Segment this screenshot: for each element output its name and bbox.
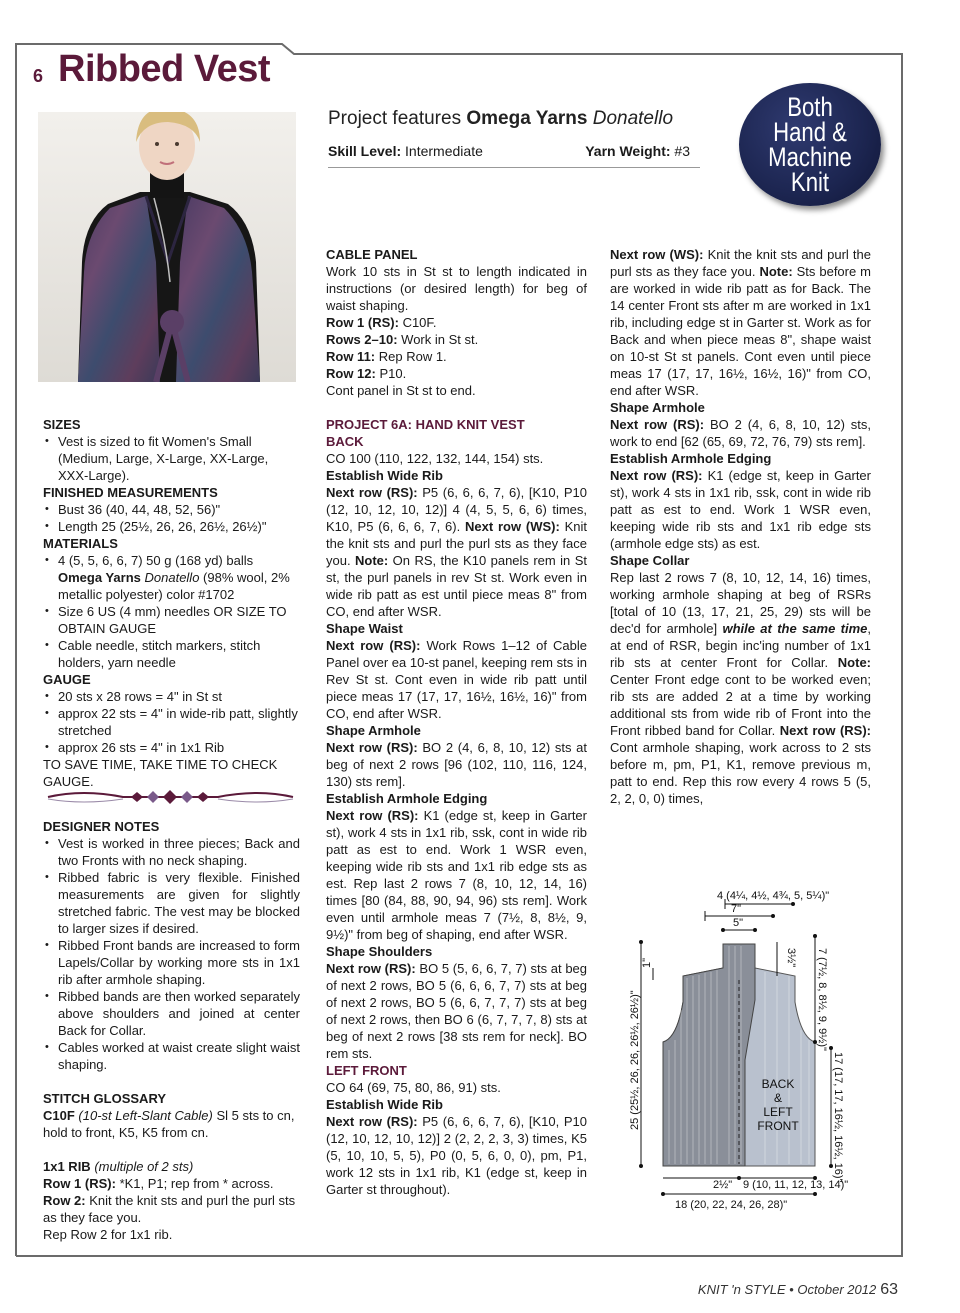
row-label: Next row (RS): [326,808,419,823]
page-number: 63 [880,1281,898,1298]
shape-armhole-heading: Shape Armhole [326,723,421,738]
glossary-c10f [43,1107,300,1141]
materials-brand: Omega Yarns [58,570,141,585]
cable-heading: CABLE PANEL [326,247,418,262]
designer-item: • Vest is worked in three pieces; Back and two Fronts with no neck shaping. [43,835,300,869]
armhole-edging-heading: Establish Armhole Edging [326,791,488,806]
glossary-text: Sl 5 sts to cn, hold to front, K5, K5 from cn. [43,1108,295,1140]
row-text: K1 (edge st, keep in Garter st), work 4 sts in 1x1 rib, ssk, cont in wide rib patt as est to end. Work 1 WSR even, keeping wide rib sts and 1x1 rib edge sts as est. Rep last 2 rows 7 (8, 10, 12, 14, 16) times [80 (84, 88, 90, 94, 96) sts rem]. Work even until armhole meas 7 (7½, 8, 8½, 9, 9½)" from beg of shaping, end after WSR. [326,808,587,942]
magazine-name: KNIT 'n STYLE [697,1282,786,1297]
left-front-co: CO 64 (69, 75, 80, 86, 91) sts. [326,1080,501,1095]
finished-item: • Bust 36 (40, 44, 48, 52, 56)" [43,501,300,518]
row-label: Next row (RS): [326,961,416,976]
header-divider [328,167,700,168]
note-text: Center Front edge cont to be worked even; rib sts are added 2 at a time by working additional sts from wide rib of Front into the Front ribbed band for Collar. [610,672,871,738]
cable-row [326,348,587,365]
column-right [610,246,871,807]
gauge-item: • approx 26 sts = 4" in 1x1 Rib [43,739,300,756]
materials-text: (98% wool, 2% metallic polyester) color #1702 [58,570,290,602]
wide-rib-heading: Establish Wide Rib [326,468,443,483]
lf-armhole-text [610,416,871,450]
row-text: Rep last 2 rows 7 (8, 10, 12, 14, 16) times, working armhole shaping at beg of RSRs [total of 10 (13, 17, 21, 25, 29) sts will be dec'd for armhole] [610,570,871,636]
issue-date: October 2012 [797,1282,877,1297]
piece-label: FRONT [757,1119,799,1133]
materials-heading: MATERIALS [43,536,118,551]
shape-shoulders-text [326,960,587,1062]
shape-collar-text [610,569,871,807]
row-text: K1 (edge st, keep in Garter st), work 4 sts in 1x1 rib, ssk, cont in wide rib patt as est to end. Work 1 WSR even, keeping wide rib sts and 1x1 rib edge sts (armhole edge sts) as est. [610,468,871,551]
dim-side: 17 (17, 17, 16½, 16½, 16)" [832,1052,844,1183]
hand-machine-badge [739,83,881,206]
row-label: Next row (RS): [326,638,421,653]
row-text: BO 2 (4, 6, 8, 10, 12) sts at beg of next 2 rows [96 (102, 110, 116, 124, 130) sts rem]. [326,740,587,789]
materials-yarn: Donatello [144,570,200,585]
lf-wide-rib-text [326,1113,587,1198]
dim-length: 25 (25½, 26, 26, 26½, 26½)" [629,990,641,1130]
designer-item: • Ribbed bands are then worked separately above shoulders and joined at center Back for Collar. [43,988,300,1039]
piece-label: BACK [761,1077,795,1091]
row-label: Next row (RS): [779,723,871,738]
weight-label: Yarn Weight: [585,143,671,159]
divider-ornament [43,787,298,807]
row-label: Next row (WS): [610,247,704,262]
cable-cont: Cont panel in St st to end. [326,383,476,398]
vest-heading: PROJECT 6A: HAND KNIT VEST [326,417,525,432]
cable-row [326,314,587,331]
row-text: P5 (6, 6, 6, 7, 6), [K10, P10 (12, 10, 12, 10, 12)] 4 (4, 5, 5, 6, 6) times, K10, P5 (6, 6, 6, 7, 6). [326,485,587,534]
row-label: Row 12: [326,366,376,381]
dim-half-width: 9 (10, 11, 12, 13, 14)" [743,1179,849,1191]
back-heading: BACK [326,434,364,449]
dim-band: 2½" [713,1179,733,1191]
glossary-row1 [43,1175,300,1192]
designer-item: • Ribbed Front bands are increased to form Lapels/Collar by working more sts in 1x1 rib after armhole shaping. [43,937,300,988]
skill-value: Intermediate [405,143,483,159]
dim-shoulder: 4 (4¼, 4½, 4¾, 5, 5¼)" [717,890,830,902]
glossary-desc: (10-st Left-Slant Cable) [78,1108,213,1123]
designer-item: • Cables worked at waist create slight waist shaping. [43,1039,300,1073]
dim-armhole: 7 (7½, 8, 8½, 9, 9½)" [816,948,828,1051]
row-text: Rep Row 1. [375,349,447,364]
yarn-brand: Omega Yarns [466,108,588,129]
row-text: BO 2 (4, 6, 8, 10, 12) sts, work to end [62 (65, 69, 72, 76, 79) sts rem]. [610,417,871,449]
skill-label: Skill Level: [328,143,402,159]
shape-waist-heading: Shape Waist [326,621,403,636]
row-label: Next row (RS): [610,468,703,483]
note-text: On RS, the K10 panels rem in St st, the purl panels in rev St st. Work even in wide rib patt as est until piece meas 8" from CO, end after WSR. [326,553,587,619]
glossary-term: C10F [43,1108,75,1123]
piece-label: & [773,1091,783,1105]
note-label: Note: [355,553,389,568]
dim-five: 5" [733,917,744,929]
gauge-item: • approx 22 sts = 4" in wide-rib patt, slightly stretched [43,705,300,739]
footer-separator: • [785,1282,798,1297]
glossary-desc: (multiple of 2 sts) [94,1159,194,1174]
cable-row [326,331,587,348]
shape-collar-heading: Shape Collar [610,553,690,568]
cable-row [326,365,587,382]
row-text: P5 (6, 6, 6, 7, 6), [K10, P10 (12, 10, 12, 10, 12)] 2 (2, 2, 2, 3, 3) times, K5 (5, 10, 10, 5, 5), P0 (0, 5, 6, 0, 0), pm, P1, work 12 sts in 1x1 rib, K1 (edge st, keep in Garter st throughout). [326,1114,587,1197]
lf-armhole-heading: Shape Armhole [610,400,705,415]
materials-item [43,552,300,603]
gauge-heading: GAUGE [43,672,91,687]
dim-width: 18 (20, 22, 24, 26, 28)" [675,1199,788,1211]
lf-wide-rib-heading: Establish Wide Rib [326,1097,443,1112]
designer-item: • Ribbed fabric is very flexible. Finished measurements are given for slightly stretched fabric. The vest may be blocked to larger sizes if desired. [43,869,300,937]
badge-line: Hand & [773,116,847,147]
row-label: Row 1 (RS): [326,315,399,330]
materials-item: • Size 6 US (4 mm) needles OR SIZE TO OBTAIN GAUGE [43,603,300,637]
sizes-item: • Vest is sized to fit Women's Small (Medium, Large, X-Large, XX-Large, XXX-Large). [43,433,300,484]
weight-value: #3 [674,143,690,159]
note-label: Note: [837,655,871,670]
badge-line: Knit [790,166,830,197]
cable-intro: Work 10 sts in St st to length indicated in instructions (or desired length) for beg of waist shaping. [326,264,587,313]
shape-waist-text [326,637,587,722]
project-number: 6 [33,66,44,86]
materials-text: 4 (5, 5, 6, 6, 7) 50 g (168 yd) balls [58,553,254,568]
row-label: Row 11: [326,349,376,364]
vest-schematic [605,880,875,1225]
back-co: CO 100 (110, 122, 132, 144, 154) sts. [326,451,544,466]
row-label: Next row (RS): [610,417,705,432]
row-text: Knit the knit sts and purl the purl sts as they face you. [326,519,587,568]
shape-armhole-text [326,739,587,790]
page-title: Ribbed Vest [58,48,270,90]
armhole-edging-text [326,807,587,943]
sizes-heading: SIZES [43,417,81,432]
lf-edging-text [610,467,871,552]
badge-line: Both [787,91,833,122]
row-label: Row 2: [43,1193,86,1208]
finished-heading: FINISHED MEASUREMENTS [43,485,218,500]
note-text: Sts before m are worked in wide rib patt as for Back. The 14 center Front sts after m are worked in 1x1 rib, including edge st in Garter st. Work as for Back and when piece meas 8", shape waist on 10-st St st panels. Cont even until piece meas 17 (17, 17, 16½, 16½, 16)" from CO, end after WSR. [610,264,872,398]
piece-label: LEFT [763,1105,793,1119]
row-label: Next row (RS): [326,740,418,755]
glossary-row2 [43,1192,300,1226]
features-prefix: Project features [328,108,467,129]
badge-line: Machine [768,141,852,172]
finished-item: • Length 25 (25½, 26, 26, 26½, 26½)" [43,518,300,535]
gauge-note: TO SAVE TIME, TAKE TIME TO CHECK GAUGE. [43,757,278,789]
row-label: Next row (RS): [326,485,418,500]
glossary-term: 1x1 RIB [43,1159,91,1174]
glossary-heading: STITCH GLOSSARY [43,1091,167,1106]
row-text: BO 5 (5, 6, 6, 7, 7) sts at beg of next 2 rows, BO 5 (6, 6, 6, 7, 7) sts at beg of next 2 rows, BO 5 (6, 6, 7, 7, 7) sts at beg of next 2 rows, then BO 6 (6, 7, 7, 7, 8) sts at beg of next 2 rows [38 sts rem for neck]. BO rem sts. [326,961,588,1061]
row-label: Row 1 (RS): [43,1176,116,1191]
designer-heading: DESIGNER NOTES [43,819,160,834]
row-label: Rows 2–10: [326,332,398,347]
emphasis-text: while at the same time [722,621,868,636]
glossary-rep: Rep Row 2 for 1x1 rib. [43,1227,173,1242]
dim-one: 1" [641,957,653,968]
column-middle [326,246,587,1198]
row-text: Knit the knit sts and purl the purl sts as they face you. [610,247,871,279]
lf-edging-heading: Establish Armhole Edging [610,451,772,466]
skill-row [328,143,700,159]
model-photo [38,112,296,382]
materials-item: • Cable needle, stitch markers, stitch holders, yarn needle [43,637,300,671]
row-label: Next row (WS): [465,519,560,534]
row-text: Work Rows 1–12 of Cable Panel over ea 10-st panel, keeping rem sts in Rev St st. Cont even in wide rib patt until piece meas 17 (17, 17, 16½, 16½, 16)" from CO, end after WSR. [326,638,588,721]
row-text: C10F. [398,315,437,330]
glossary-rib [43,1158,300,1175]
row-text: Work in St st. [397,332,479,347]
project-features [328,108,673,130]
lf-ws-text [610,246,871,399]
dim-neck: 3½" [785,948,797,968]
row-text: , at end of RSR, begin inc'ing number of 1x1 rib sts at center Front for Collar. [610,621,871,670]
shape-shoulders-heading: Shape Shoulders [326,944,433,959]
gauge-item: • 20 sts x 28 rows = 4" in St st [43,688,300,705]
yarn-name: Donatello [592,108,674,129]
back-wide-rib [326,484,587,620]
row-text: Knit the knit sts and purl the purl sts as they face you. [43,1193,296,1225]
yarn-weight [585,143,690,159]
note-label: Note: [759,264,793,279]
row-text: *K1, P1; rep from * across. [115,1176,274,1191]
dim-seven: 7" [731,903,742,915]
left-front-heading: LEFT FRONT [326,1063,407,1078]
page-footer [698,1281,898,1299]
row-text: Cont armhole shaping, work across to 2 sts before m, pm, P1, K1, remove previous m, patt to end. Rep this row every 4 rows 5 (5, 2, 2, 0, 0) times, [610,740,871,806]
column-left [43,416,300,1243]
row-label: Next row (RS): [326,1114,418,1129]
row-text: P10. [375,366,407,381]
